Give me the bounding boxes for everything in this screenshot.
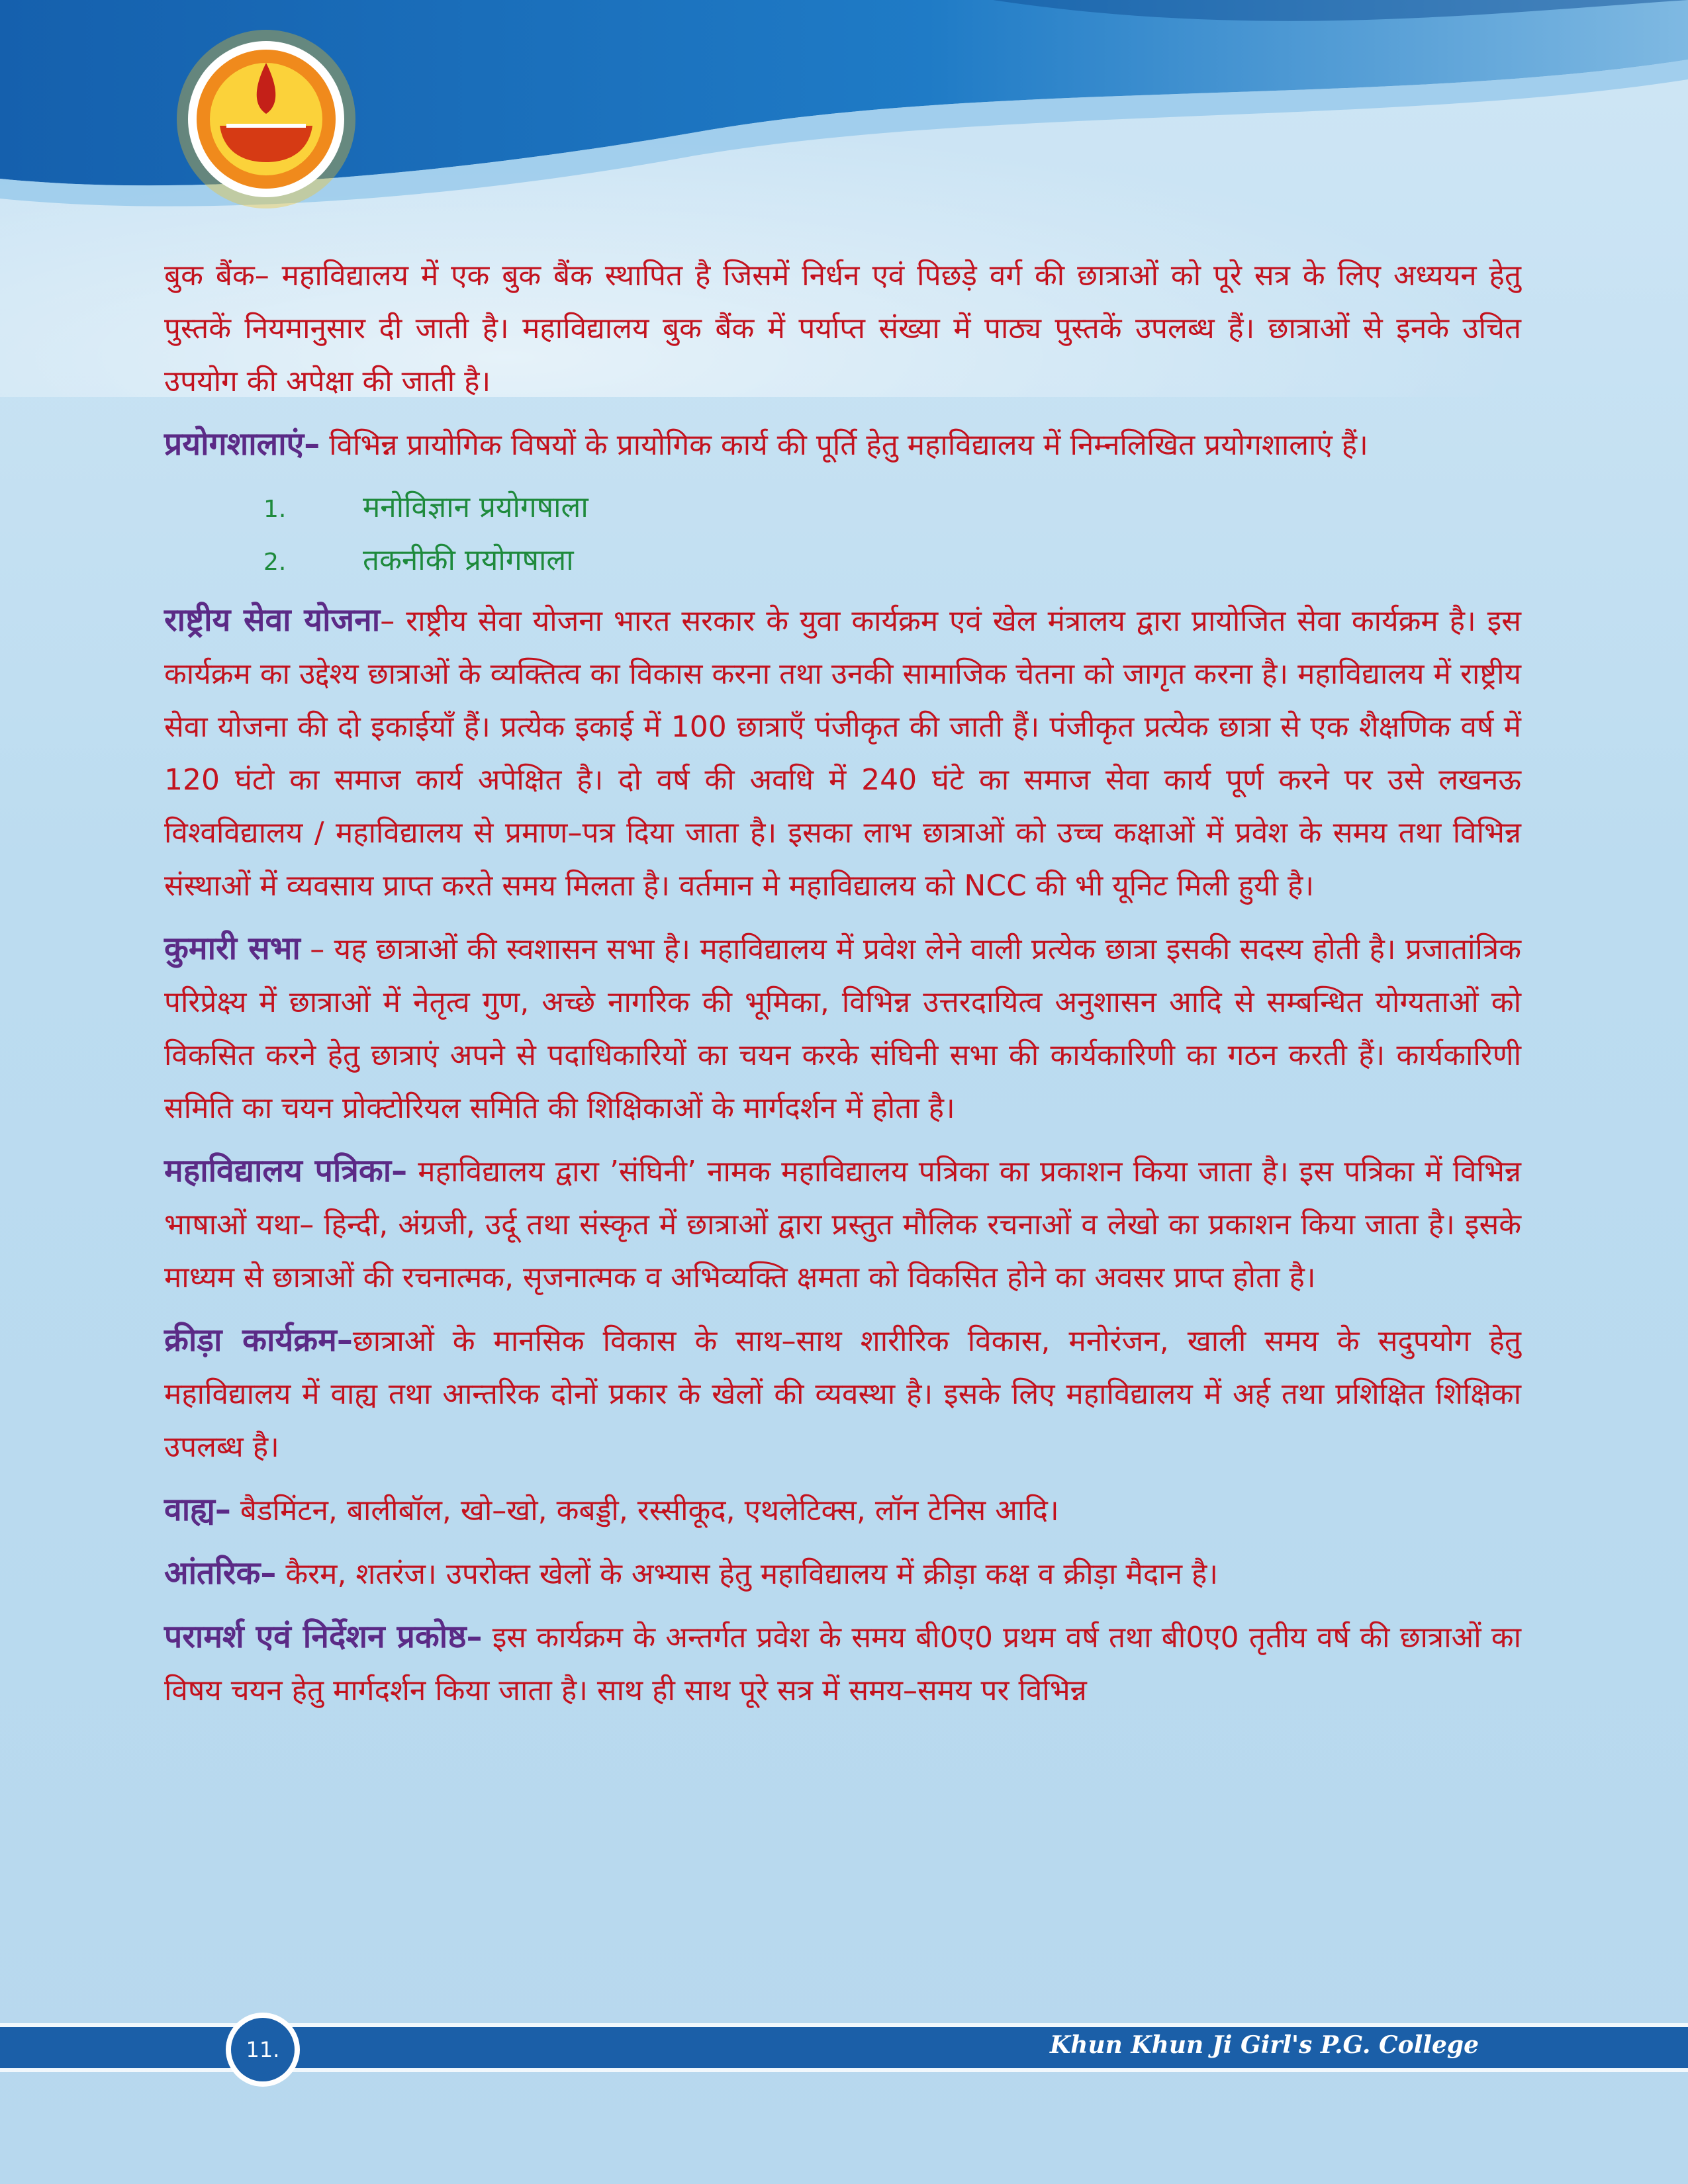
- list-item: [164, 481, 1521, 534]
- main-content: [164, 248, 1521, 1727]
- list-label: तकनीकी प्रयोगषाला: [363, 543, 574, 577]
- paragraph-text: – राष्ट्रीय सेवा योजना भारत सरकार के युवा कार्यक्रम एवं खेल मंत्रालय द्वारा प्रायोजित सेवा कार्यक्रम है। इस कार्यक्रम का उद्देश्य छात्राओं के व्यक्तित्व का विकास करना तथा उनकी सामाजिक चेतना को जागृत करना है। महाविद्यालय में राष्ट्रीय सेवा योजना की दो इकाईयाँ हैं। प्रत्येक इकाई में 100 छात्राएँ पंजीकृत की जाती हैं। पंजीकृत प्रत्येक छात्रा से एक शैक्षणिक वर्ष में 120 घंटो का समाज कार्य अपेक्षित है। दो वर्ष की अवधि में 240 घंटे का समाज सेवा कार्य पूर्ण करने पर उसे लखनऊ विश्वविद्यालय / महाविद्यालय से प्रमाण–पत्र दिया जाता है। इसका लाभ छात्राओं को उच्च कक्षाओं में प्रवेश के समय तथा विभिन्न संस्थाओं में व्यवसाय प्राप्त करते समय मिलता है। वर्तमान मे महाविद्यालय को NCC की भी यूनिट मिली हुयी है।: [164, 604, 1521, 903]
- paragraph-text: कैरम, शतरंज। उपरोक्त खेलों के अभ्यास हेतु महाविद्यालय में क्रीड़ा कक्ष व क्रीड़ा मैदान है।: [276, 1557, 1219, 1591]
- list-number: 1.: [263, 496, 287, 523]
- magazine-paragraph: [164, 1144, 1521, 1304]
- outdoor-games-paragraph: [164, 1483, 1521, 1537]
- paragraph-text: बैडमिंटन, बालीबॉल, खो–खो, कबड्डी, रस्सीकूद, एथलेटिक्स, लॉन टेनिस आदि।: [230, 1494, 1059, 1527]
- list-item: [164, 534, 1521, 587]
- nss-paragraph: [164, 594, 1521, 913]
- paragraph-heading: महाविद्यालय पत्रिका–: [164, 1152, 408, 1189]
- paragraph-heading: वाह्य–: [164, 1491, 231, 1528]
- list-label: मनोविज्ञान प्रयोगषाला: [363, 490, 588, 524]
- paragraph-heading: कुमारी सभा: [164, 930, 301, 967]
- paragraph-text: बुक बैंक– महाविद्यालय में एक बुक बैंक स्थापित है जिसमें निर्धन एवं पिछड़े वर्ग की छात्राओं को पूरे सत्र के लिए अध्ययन हेतु पुस्तकें नियमानुसार दी जाती है। महाविद्यालय बुक बैंक में पर्याप्त संख्या में पाठ्य पुस्तकें उपलब्ध हैं। छात्राओं से इनके उचित उपयोग की अपेक्षा की जाती है।: [164, 259, 1521, 398]
- paragraph-text: छात्राओं के मानसिक विकास के साथ–साथ शारीरिक विकास, मनोरंजन, खाली समय के सदुपयोग हेतु महाविद्यालय में वाह्य तथा आन्तरिक दोनों प्रकार के खेलों की व्यवस्था है। इसके लिए महाविद्यालय में अर्ह तथा प्रशिक्षित शिक्षिका उपलब्ध है।: [164, 1324, 1521, 1464]
- college-lamp-emblem-icon: [173, 26, 359, 212]
- list-number: 2.: [263, 549, 287, 576]
- page-number: 11.: [246, 2037, 280, 2062]
- paragraph-heading: परामर्श एवं निर्देशन प्रकोष्ठ–: [164, 1618, 483, 1655]
- labs-list: [164, 481, 1521, 587]
- kumari-sabha-paragraph: [164, 922, 1521, 1135]
- indoor-games-paragraph: [164, 1547, 1521, 1601]
- labs-paragraph: [164, 418, 1521, 472]
- book-bank-paragraph: [164, 248, 1521, 408]
- counselling-paragraph: [164, 1610, 1521, 1717]
- paragraph-heading: राष्ट्रीय सेवा योजना: [164, 602, 381, 639]
- paragraph-heading: क्रीड़ा कार्यक्रम–: [164, 1322, 353, 1359]
- paragraph-text: महाविद्यालय द्वारा ’संघिनी’ नामक महाविद्यालय पत्रिका का प्रकाशन किया जाता है। इस पत्रिका में विभिन्न भाषाओं यथा– हिन्दी, अंग्रजी, उर्दू तथा संस्कृत में छात्राओं द्वारा प्रस्तुत मौलिक रचनाओं व लेखो का प्रकाशन किया जाता है। इसके माध्यम से छात्राओं की रचनात्मक, सृजनात्मक व अभिव्यक्ति क्षमता को विकसित होने का अवसर प्राप्त होता है।: [164, 1155, 1522, 1295]
- paragraph-heading: आंतरिक–: [164, 1555, 277, 1592]
- paragraph-heading: प्रयोगशालाएं–: [164, 426, 320, 463]
- sports-paragraph: [164, 1314, 1521, 1474]
- paragraph-text: – यह छात्राओं की स्वशासन सभा है। महाविद्यालय में प्रवेश लेने वाली प्रत्येक छात्रा इसकी सदस्य होती है। प्रजातांत्रिक परिप्रेक्ष्य में छात्राओं में नेतृत्व गुण, अच्छे नागरिक की भूमिका, विभिन्न उत्तरदायित्व अनुशासन आदि से सम्बन्धित योग्यताओं को विकसित करने हेतु छात्राएं अपने से पदाधिकारियों का चयन करके संघिनी सभा की कार्यकारिणी का गठन करती हैं। कार्यकारिणी समिति का चयन प्रोक्टोरियल समिति की शिक्षिकाओं के मार्गदर्शन में होता है।: [164, 933, 1522, 1125]
- paragraph-text: इस कार्यक्रम के अन्तर्गत प्रवेश के समय बी0ए0 प्रथम वर्ष तथा बी0ए0 तृतीय वर्ष की छात्राओं का विषय चयन हेतु मार्गदर्शन किया जाता है। साथ ही साथ पूरे सत्र में समय–समय पर विभिन्न: [164, 1621, 1521, 1707]
- college-name: Khun Khun Ji Girl's P.G. College: [1050, 2031, 1479, 2059]
- paragraph-text: विभिन्न प्रायोगिक विषयों के प्रायोगिक कार्य की पूर्ति हेतु महाविद्यालय में निम्नलिखित प्रयोगशालाएं हैं।: [320, 428, 1368, 462]
